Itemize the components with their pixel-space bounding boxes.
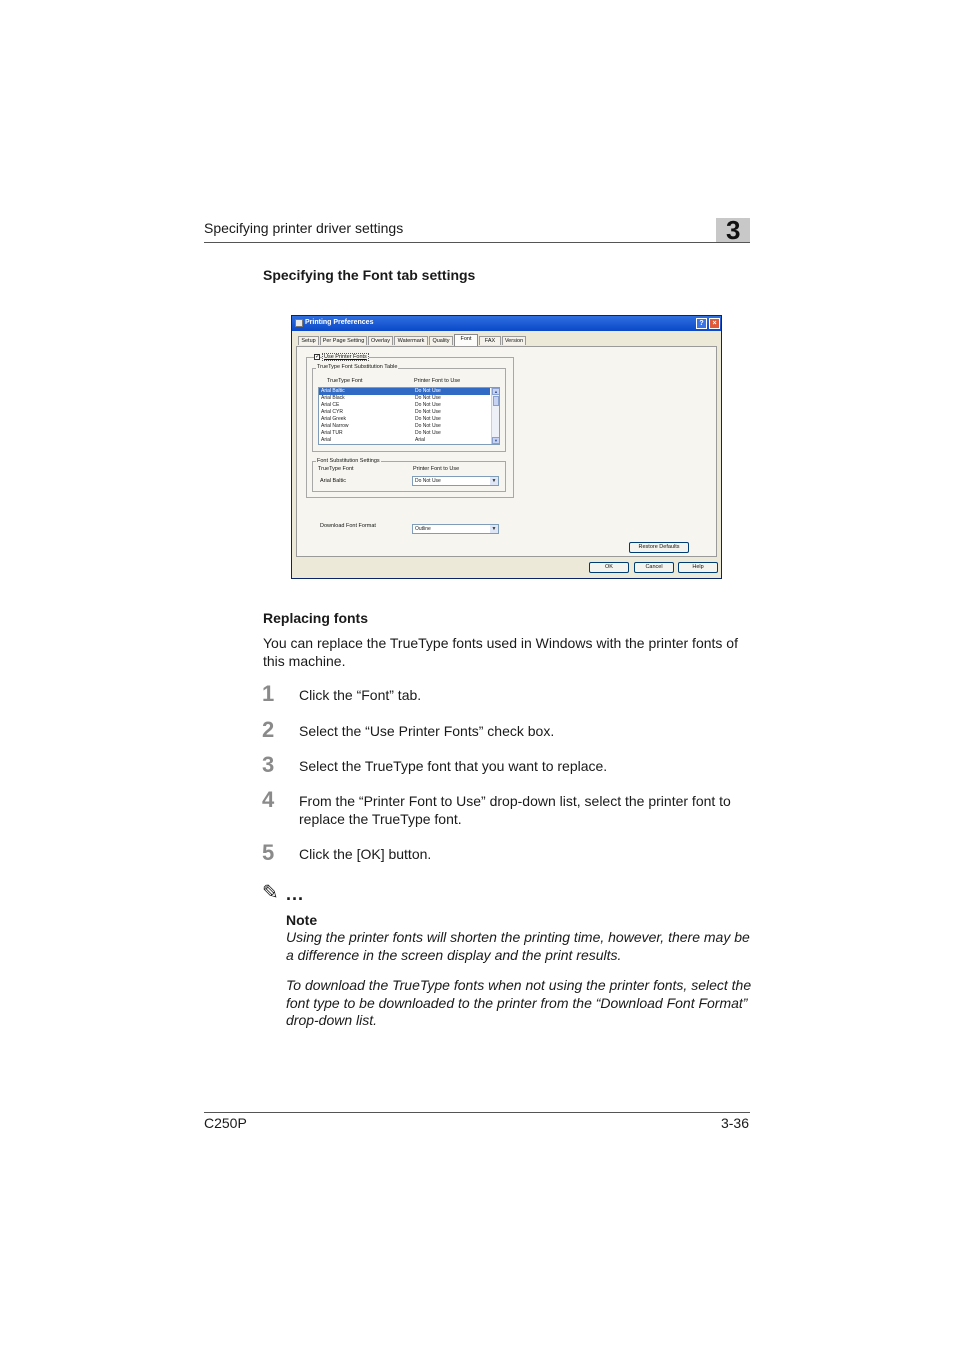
footer-rule [204, 1112, 750, 1113]
pencil-icon: ✎ [262, 882, 279, 904]
step-text: From the “Printer Font to Use” drop-down list, select the printer font to replace the TrueType font. [299, 793, 731, 827]
chevron-down-icon: ▼ [491, 526, 497, 532]
scroll-up-icon[interactable]: ▲ [492, 388, 500, 395]
use-printer-fonts-checkbox[interactable]: ✓ [315, 354, 321, 360]
help-title-button[interactable]: ? [696, 318, 707, 329]
dialog-title: Printing Preferences [305, 319, 374, 326]
table-row[interactable]: Arial Greek Do Not Use [321, 416, 441, 422]
tab-fax[interactable]: FAX [479, 336, 501, 345]
help-button[interactable]: Help [678, 562, 718, 573]
table-row[interactable]: Arial CE Do Not Use [321, 402, 441, 408]
col-truetype-font: TrueType Font [327, 378, 363, 384]
header-rule [204, 242, 750, 243]
footer-page-number: 3-36 [720, 1115, 749, 1131]
note-paragraph: Using the printer fonts will shorten the printing time, however, there may be a difference in the screen display and the print results. [286, 929, 750, 963]
cancel-button[interactable]: Cancel [634, 562, 674, 573]
download-font-format-dropdown[interactable]: Outline ▼ [412, 524, 499, 534]
chapter-number: 3 [726, 215, 741, 245]
substitution-settings-label: Font Substitution Settings [317, 458, 380, 464]
section-heading: Specifying the Font tab settings [263, 267, 476, 283]
tab-per-page-setting[interactable]: Per Page Setting [320, 336, 367, 345]
step-number: 3 [262, 752, 275, 777]
printer-icon [295, 319, 303, 327]
tab-version[interactable]: Version [502, 336, 526, 345]
list-scrollbar[interactable] [491, 388, 500, 444]
tab-quality[interactable]: Quality [429, 336, 453, 345]
tab-font[interactable]: Font [454, 334, 478, 346]
dialog-title-bar [292, 316, 721, 331]
table-row[interactable]: Arial Narrow Do Not Use [321, 423, 441, 429]
tab-setup[interactable]: Setup [298, 336, 319, 345]
step-text: Click the [OK] button. [299, 846, 432, 862]
note-paragraph: To download the TrueType fonts when not using the printer fonts, select the font type to be downloaded to the printer from the “Download Font Format” drop-down list. [286, 977, 752, 1028]
table-row[interactable]: Arial Black Do Not Use [321, 395, 441, 401]
font-substitution-list[interactable] [318, 387, 500, 445]
table-row[interactable]: Arial Baltic Do Not Use [319, 388, 490, 395]
step-number: 4 [262, 787, 275, 812]
running-header: Specifying printer driver settings [204, 220, 404, 236]
printer-font-dropdown[interactable]: Do Not Use ▼ [412, 476, 499, 486]
replacing-fonts-heading: Replacing fonts [263, 610, 369, 626]
note-title: Note [286, 912, 318, 928]
close-button[interactable]: × [709, 318, 720, 329]
footer-model: C250P [204, 1115, 247, 1131]
restore-defaults-button[interactable]: Restore Defaults [629, 542, 689, 553]
step-number: 1 [262, 681, 275, 706]
ok-button[interactable]: OK [589, 562, 629, 573]
col-printer-font: Printer Font to Use [414, 378, 461, 384]
table-row[interactable]: Arial Arial [321, 437, 426, 443]
step-text: Select the TrueType font that you want to replace. [299, 758, 608, 774]
printing-preferences-dialog [291, 315, 722, 579]
scroll-thumb[interactable] [493, 396, 499, 406]
settings-col-printer: Printer Font to Use [413, 466, 460, 472]
tab-watermark[interactable]: Watermark [394, 336, 428, 345]
intro-paragraph: You can replace the TrueType fonts used in Windows with the printer fonts of this machine. [263, 635, 738, 669]
step-text: Click the “Font” tab. [299, 687, 422, 703]
download-font-format-label: Download Font Format [320, 523, 376, 529]
substitution-table-label: TrueType Font Substitution Table [317, 364, 398, 370]
step-text: Select the “Use Printer Fonts” check box. [299, 723, 555, 739]
table-row[interactable]: Arial CYR Do Not Use [321, 409, 441, 415]
font-tab-panel [296, 346, 717, 557]
table-row[interactable]: Arial TUR Do Not Use [321, 430, 441, 436]
selected-truetype-font: Arial Baltic [320, 478, 346, 484]
scroll-down-icon[interactable]: ▼ [492, 437, 500, 444]
step-number: 5 [262, 840, 275, 865]
tab-overlay[interactable]: Overlay [368, 336, 393, 345]
use-printer-fonts-label: Use Printer Fonts [324, 354, 367, 360]
note-dots: ... [286, 884, 305, 904]
settings-col-truetype: TrueType Font [318, 466, 354, 472]
chevron-down-icon: ▼ [491, 478, 497, 484]
step-number: 2 [262, 717, 275, 742]
